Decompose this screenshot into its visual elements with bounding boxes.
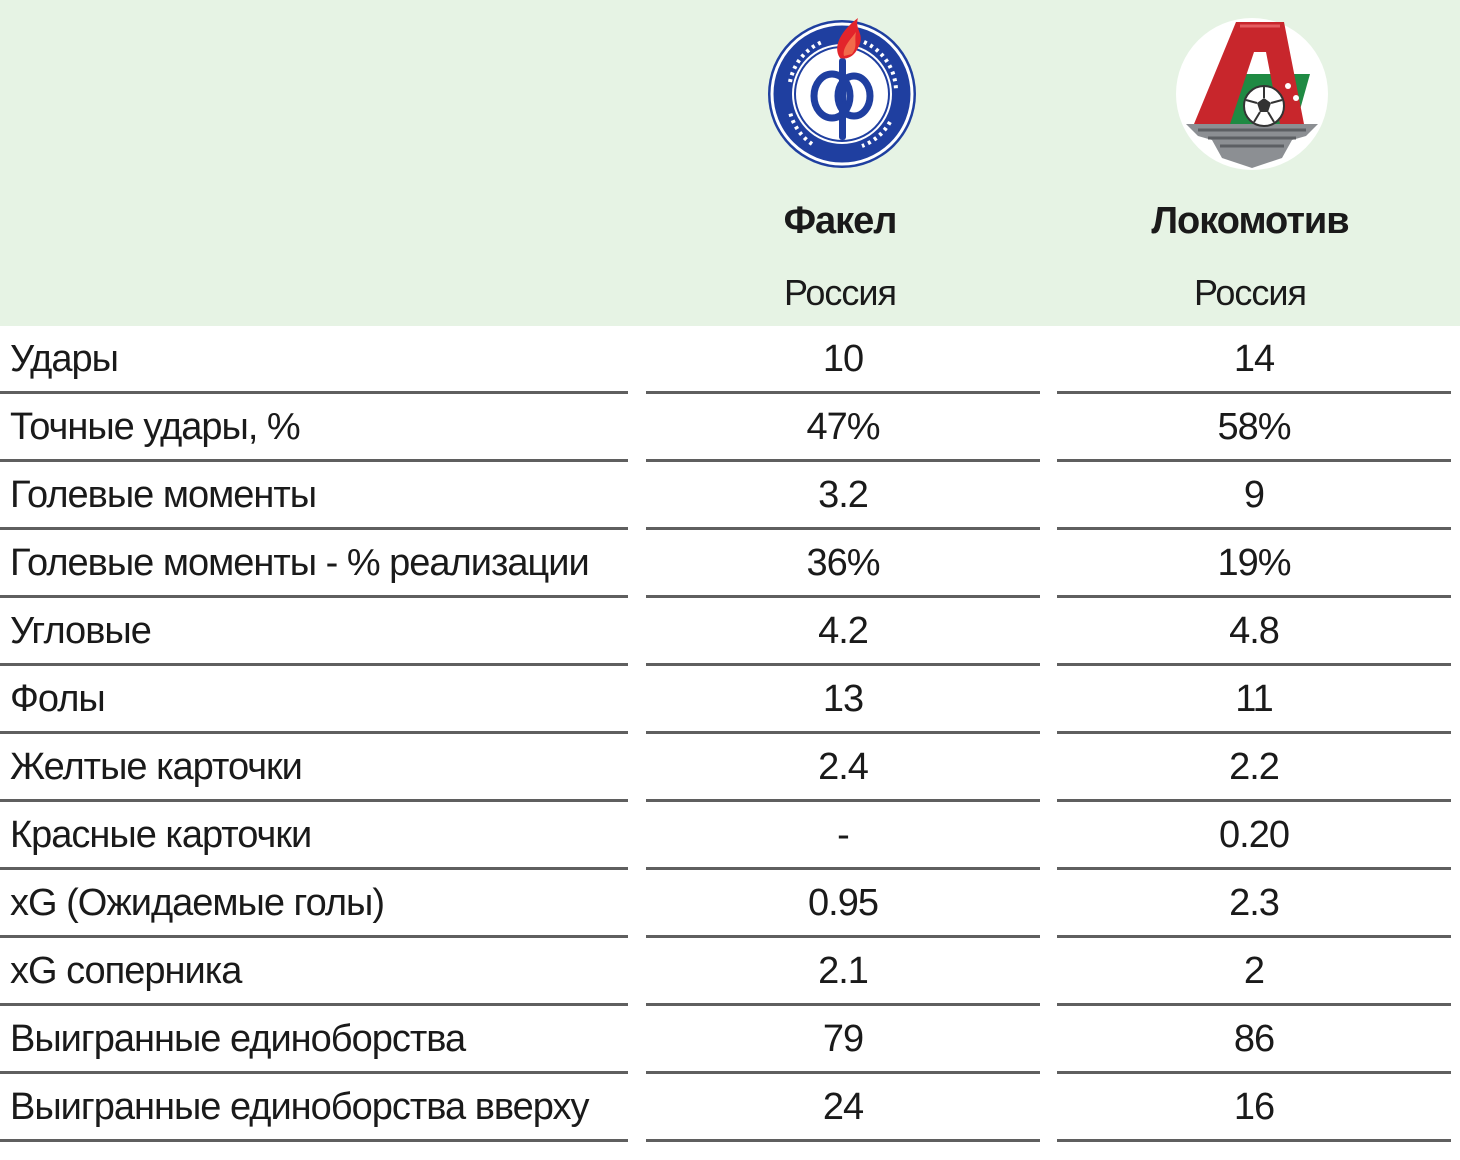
stat-value-lokomotiv: 19% — [1057, 530, 1451, 598]
stat-label: Выигранные единоборства — [0, 1006, 628, 1074]
team-name-lokomotiv: Локомотив — [1151, 200, 1349, 242]
stat-label: Желтые карточки — [0, 734, 628, 802]
stat-label: Голевые моменты - % реализации — [0, 530, 628, 598]
team-column-lokomotiv — [1050, 0, 1450, 326]
stat-value-fakel: 4.2 — [646, 598, 1040, 666]
table-row — [0, 530, 1460, 598]
stat-value-fakel: 47% — [646, 394, 1040, 462]
stat-label: xG (Ожидаемые голы) — [0, 870, 628, 938]
stat-value-fakel: 3.2 — [646, 462, 1040, 530]
stat-value-lokomotiv: 9 — [1057, 462, 1451, 530]
stat-value-fakel: 24 — [646, 1074, 1040, 1142]
stat-value-lokomotiv: 2.2 — [1057, 734, 1451, 802]
stat-value-fakel: - — [646, 802, 1040, 870]
team-name-fakel: Факел — [783, 200, 897, 242]
stats-table — [0, 326, 1460, 1142]
stat-value-lokomotiv: 2.3 — [1057, 870, 1451, 938]
table-row — [0, 394, 1460, 462]
table-row — [0, 666, 1460, 734]
table-row — [0, 462, 1460, 530]
stat-value-lokomotiv: 14 — [1057, 326, 1451, 394]
stat-label: Точные удары, % — [0, 394, 628, 462]
stat-label: Голевые моменты — [0, 462, 628, 530]
stat-label: xG соперника — [0, 938, 628, 1006]
stat-value-fakel: 2.4 — [646, 734, 1040, 802]
team-country-fakel: Россия — [783, 272, 897, 313]
stat-label: Выигранные единоборства вверху — [0, 1074, 628, 1142]
stat-value-fakel: 0.95 — [646, 870, 1040, 938]
lokomotiv-logo-icon — [1172, 12, 1332, 172]
stat-value-lokomotiv: 4.8 — [1057, 598, 1451, 666]
team-country-lokomotiv: Россия — [1193, 272, 1307, 313]
table-row — [0, 1074, 1460, 1142]
fakel-logo-icon — [762, 12, 922, 172]
stat-value-lokomotiv: 16 — [1057, 1074, 1451, 1142]
stat-value-lokomotiv: 0.20 — [1057, 802, 1451, 870]
stat-label: Красные карточки — [0, 802, 628, 870]
table-row — [0, 870, 1460, 938]
stat-value-fakel: 36% — [646, 530, 1040, 598]
stat-value-fakel: 79 — [646, 1006, 1040, 1074]
comparison-header — [0, 0, 1460, 326]
stat-value-fakel: 13 — [646, 666, 1040, 734]
stat-value-lokomotiv: 2 — [1057, 938, 1451, 1006]
table-row — [0, 802, 1460, 870]
table-row — [0, 1006, 1460, 1074]
table-row — [0, 598, 1460, 666]
table-row — [0, 938, 1460, 1006]
stat-label: Удары — [0, 326, 628, 394]
team-column-fakel — [640, 0, 1040, 326]
table-row — [0, 734, 1460, 802]
stat-value-lokomotiv: 86 — [1057, 1006, 1451, 1074]
stat-value-lokomotiv: 58% — [1057, 394, 1451, 462]
table-row — [0, 326, 1460, 394]
stat-value-fakel: 2.1 — [646, 938, 1040, 1006]
stat-value-fakel: 10 — [646, 326, 1040, 394]
stat-value-lokomotiv: 11 — [1057, 666, 1451, 734]
stat-label: Фолы — [0, 666, 628, 734]
stat-label: Угловые — [0, 598, 628, 666]
